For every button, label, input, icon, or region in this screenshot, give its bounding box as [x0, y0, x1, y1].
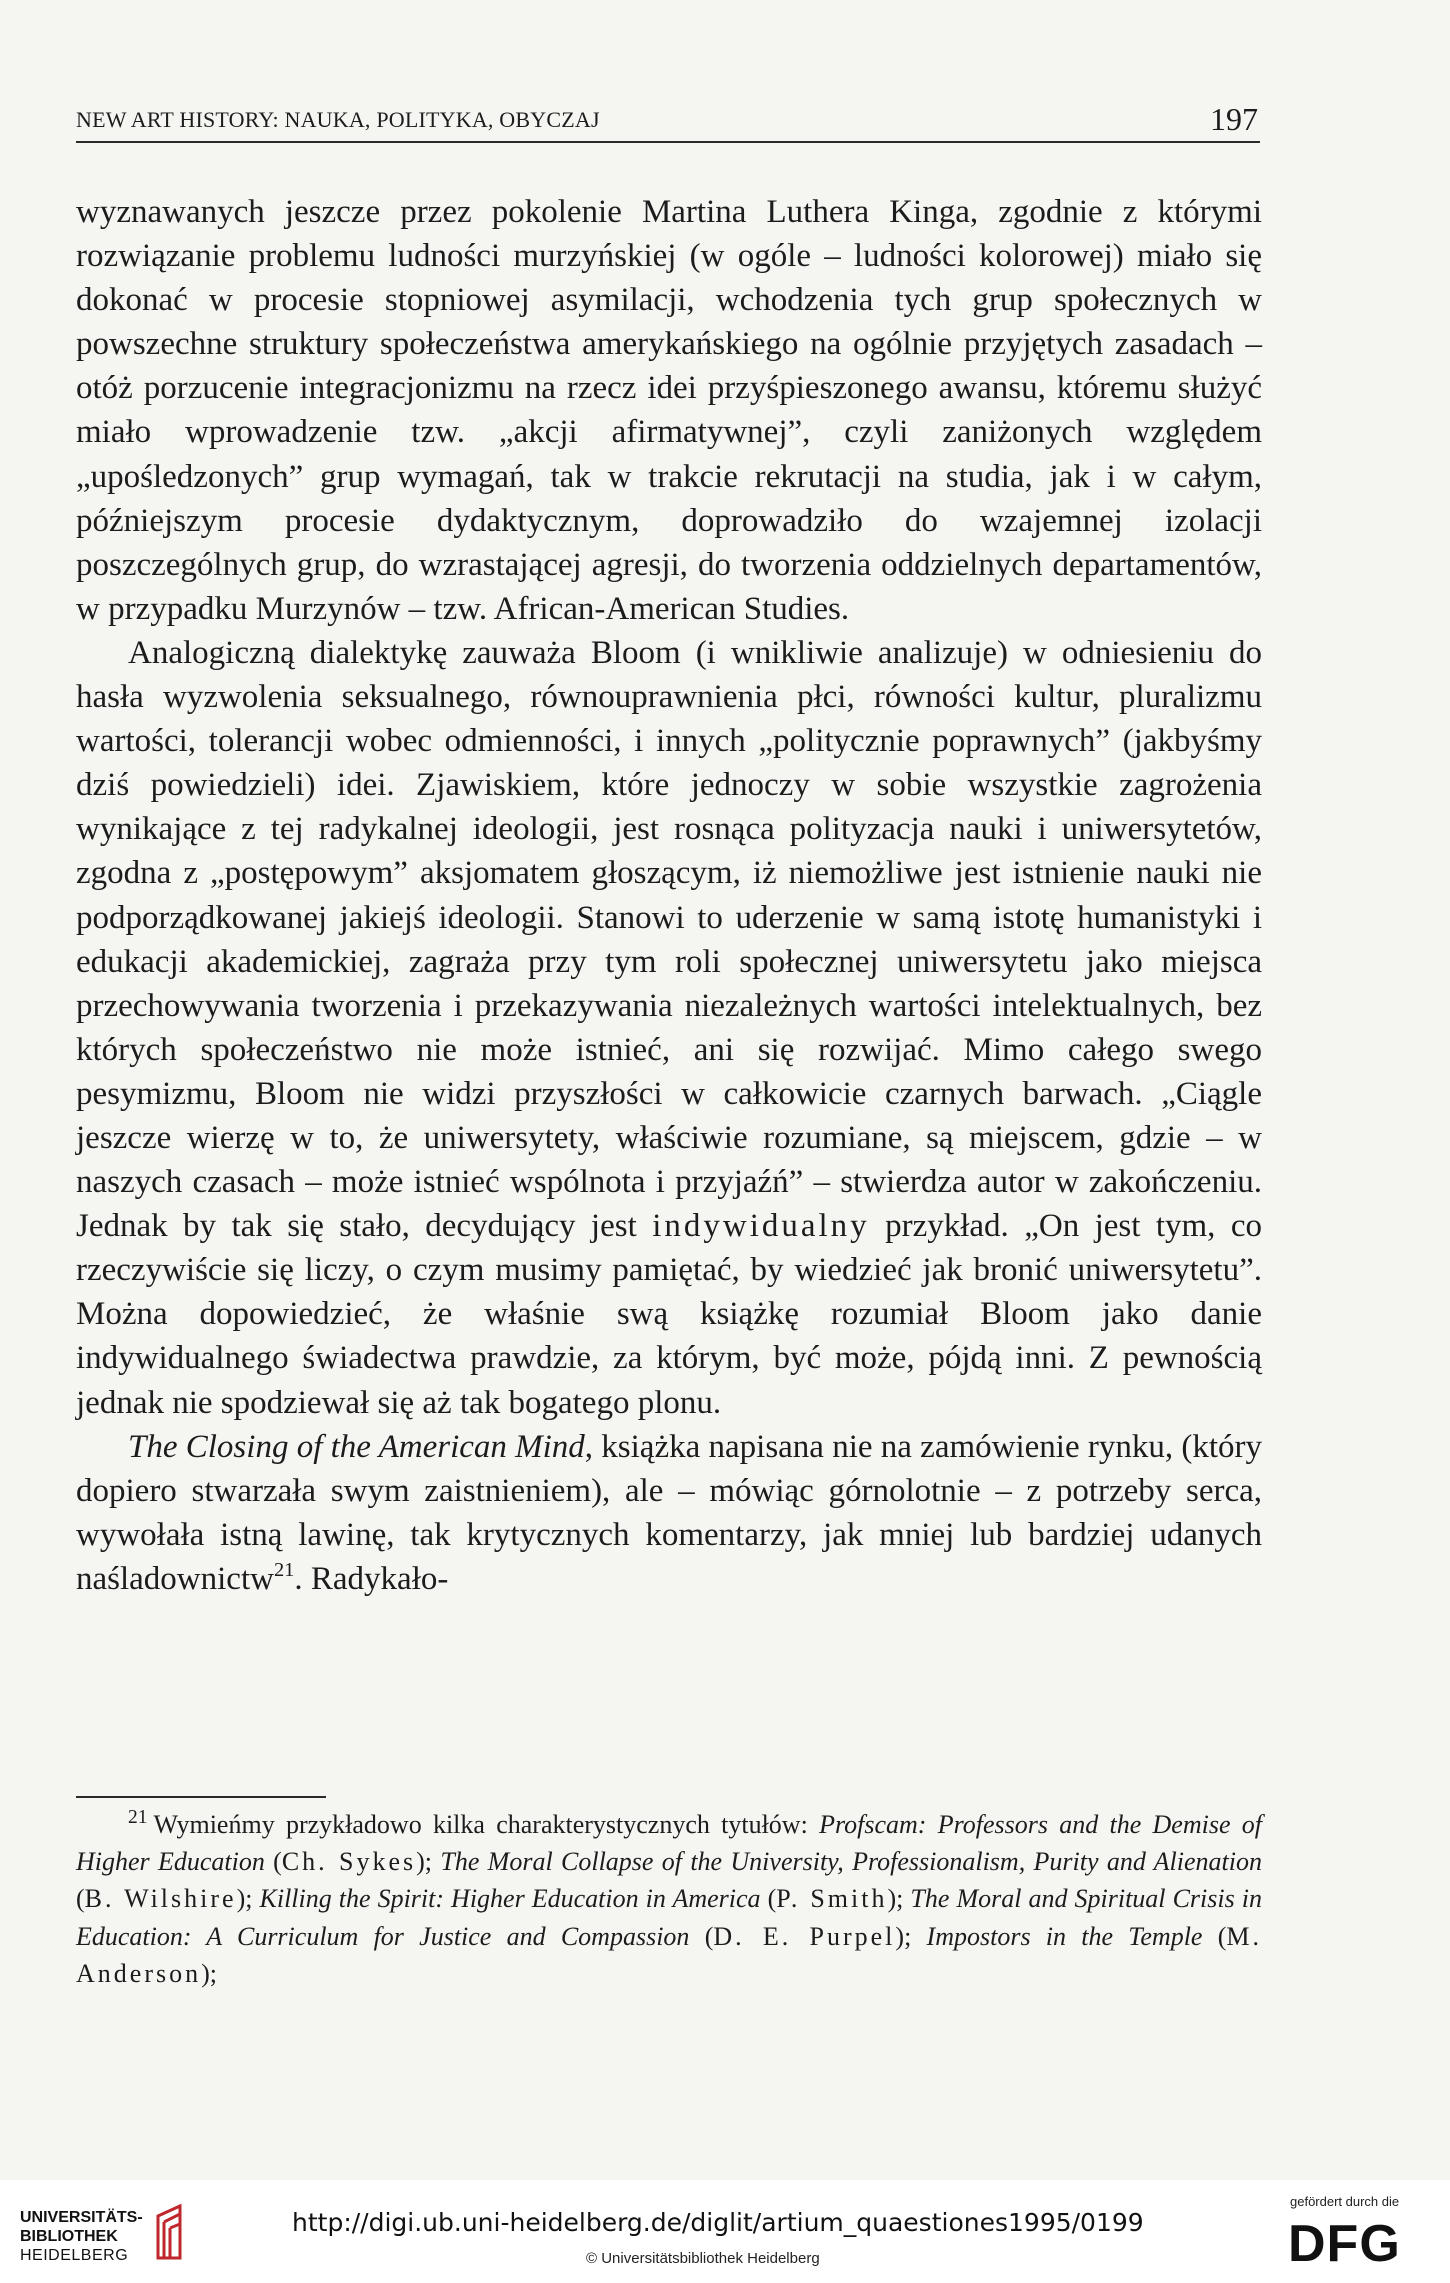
- footnote-text: $^{21}$ Wymieńmy przykładowo kilka charakterystycznych tytułów: Profscam: Professors and the Demise of Higher Education (Ch. Sykes); The Moral Collapse of the University, Professionalism, Purity and Alienation (B. Wilshire); Killing the Spirit: Higher Education in America (P. Smith); The Moral and Spiritual Crisis in Education: A Curriculum for Justice and Compassion (D. E. Purpel); Impostors in the Temple (M. Anderson);: [76, 1807, 1263, 1988]
- footnote-author-4: D. E. Purpel: [713, 1921, 896, 1951]
- running-head: [76, 103, 1260, 143]
- footnote-author-3: P. Smith: [776, 1884, 888, 1914]
- footnote-number: 21: [128, 1807, 148, 1829]
- paragraph-2-part-a: Analogiczną dialektykę zauważa Bloom (i wnikliwie analizuje) w odniesieniu do hasła wyzwolenia seksualnego, równouprawnienia płci, równości kultur, pluralizmu wartości, tolerancji wobec odmienności, i innych „politycznie poprawnych” (jakbyśmy dziś powiedzieli) idei. Zjawiskiem, które jednoczy w sobie wszystkie zagrożenia wynikające z tej radykalnej ideologii, jest rosnąca polityzacja nauki i uniwersytetów, zgodna z „postępowym” aksjomatem głoszącym, iż niemożliwe jest istnienie nauki nie podporządkowanej jakiejś ideologii. Stanowi to uderzenie w samą istotę humanistyki i edukacji akademickiej, zagraża przy tym roli społecznej uniwersytetu jako miejsca przechowywania tworzenia i przekazywania niezależnych wartości intelektualnych, bez których społeczeństwo nie może istnieć, ani się rozwijać. Mimo całego swego pesymizmu, Bloom nie widzi przyszłości w całkowicie czarnych barwach. „Ciągle jeszcze wierzę w to, że uniwersytety, właściwie rozumiane, są miejscem, gdzie – w naszych czasach – może istnieć wspólnota i przyjaźń” – stwierdza autor w zakończeniu. Jednak by tak się stało, decydujący jest: [76, 634, 1262, 1245]
- footnote-intro: Wymieńmy przykładowo kilka charakterystycznych tytułów:: [153, 1810, 820, 1839]
- footnote-title-1: Profscam: Professors and the Demise of Higher Education: [76, 1810, 1262, 1877]
- footnote-author-5: M. Anderson: [76, 1921, 1263, 1988]
- paragraph-3-part-b: . Radykało-: [294, 1560, 449, 1597]
- library-line-2: BIBLIOTHEK: [20, 2228, 118, 2245]
- page-number: 197: [1210, 101, 1258, 137]
- footnote-title-4: The Moral and Spiritual Crisis in Education: A Curriculum for Justice and Compassion: [76, 1884, 1262, 1951]
- emphasis-individual: indywidualny: [652, 1208, 870, 1245]
- library-name: [20, 2208, 143, 2265]
- paragraph-3: [76, 1425, 1262, 1601]
- paragraph-2-part-b: przykład. „On jest tym, co rzeczywiście się liczy, o czym musimy pamiętać, by wiedzieć jak bronić uniwersytetu”. Można dopowiedzieć, że właśnie swą książkę rozumiał Bloom jako danie indywidualnego świadectwa prawdzie, za którym, być może, pójdą inni. Z pewnością jednak nie spodziewał się aż tak bogatego plonu.: [76, 1208, 1262, 1421]
- footnote-rule: [76, 1796, 326, 1798]
- digitization-footer: [0, 2180, 1450, 2283]
- permalink-url[interactable]: http://digi.ub.uni-heidelberg.de/diglit/artium_quaestiones1995/0199: [292, 2208, 1144, 2237]
- footnote-author-2: B. Wilshire: [84, 1884, 237, 1914]
- paragraph-1: wyznawanych jeszcze przez pokolenie Martina Luthera Kinga, zgodnie z którymi rozwiązanie problemu ludności murzyńskiej (w ogóle – ludności kolorowej) miało się dokonać w procesie stopniowej asymilacji, wchodzenia tych grup społecznych w powszechne struktury społeczeństwa amerykańskiego na ogólnie przyjętych zasadach – otóż porzucenie integracjonizmu na rzecz idei przyśpieszonego awansu, któremu służyć miało wprowadzenie tzw. „akcji afirmatywnej”, czyli zaniżonych względem „upośledzonych” grup wymagań, tak w trakcie rekrutacji na studia, jak i w całym, późniejszym procesie dydaktycznym, doprowadziło do wzajemnej izolacji poszczególnych grup, do wzrastającej agresji, do tworzenia oddzielnych departamentów, w przypadku Murzynów – tzw. African-American Studies.: [76, 194, 1262, 627]
- footnote-21: [76, 1806, 1262, 1992]
- library-line-3: HEIDELBERG: [20, 2247, 129, 2264]
- ub-heidelberg-logo-icon: [140, 2202, 200, 2262]
- dfg-logo: DFG: [1288, 2215, 1401, 2273]
- paragraph-3-part-a: , książka napisana nie na zamówienie rynku, (który dopiero stwarzała swym zaistnieniem), ale – mówiąc górnolotnie – z potrzeby serca, wywołała istną lawinę, tak krytycznych komentarzy, jak mniej lub bardziej udanych naśladownictw: [76, 1428, 1262, 1597]
- footnote-title-2: The Moral Collapse of the University, Professionalism, Purity and Alienation: [440, 1847, 1262, 1877]
- funding-label: gefördert durch die: [1290, 2194, 1400, 2209]
- footnote-title-3: Killing the Spirit: Higher Education in America: [259, 1884, 761, 1914]
- copyright-notice: © Universitätsbibliothek Heidelberg: [586, 2250, 820, 2267]
- running-title: NEW ART HISTORY: NAUKA, POLITYKA, OBYCZAJ: [76, 107, 600, 132]
- library-line-1: UNIVERSITÄTS-: [20, 2209, 143, 2226]
- book-title: The Closing of the American Mind: [128, 1428, 585, 1465]
- footnote-author-1: Ch. Sykes: [281, 1847, 417, 1877]
- paragraph-2: [76, 631, 1262, 1425]
- footnote-title-5: Impostors in the Temple: [926, 1921, 1203, 1951]
- main-text: [76, 190, 1262, 1601]
- footnote-ref-21[interactable]: 21: [273, 1558, 295, 1581]
